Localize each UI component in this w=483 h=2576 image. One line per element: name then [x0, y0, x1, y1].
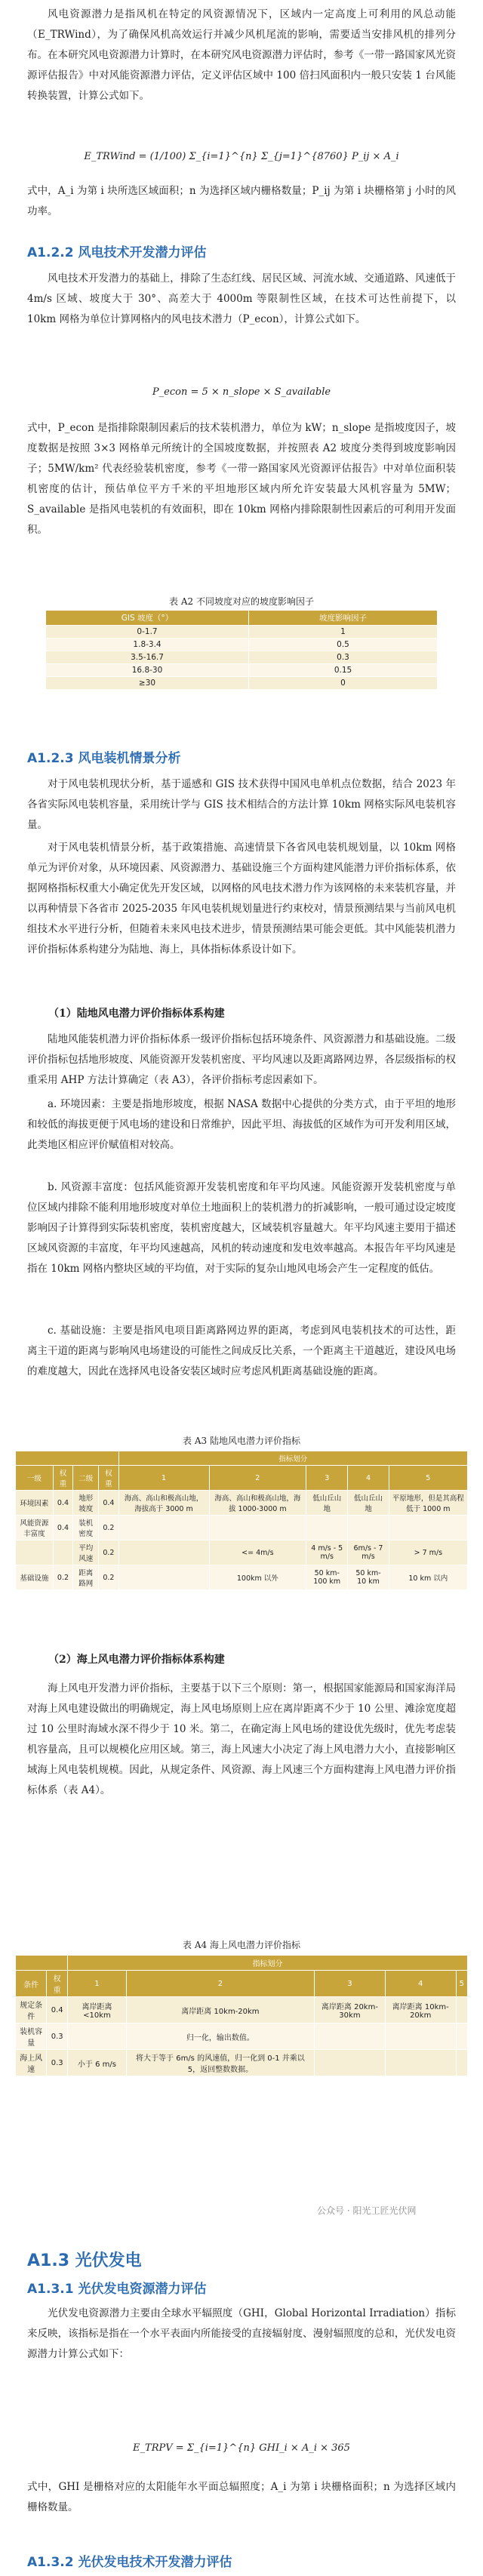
a131-formula: E_TRPV = Σ_{i=1}^{n} GHI_i × A_i × 365 [133, 2442, 350, 2454]
table-a4-header-cell: 条件 [16, 1971, 47, 1997]
table-a4 [15, 1955, 468, 2076]
table-cell: 0.15 [249, 664, 438, 677]
table-cell: 0.4 [47, 1997, 68, 2024]
section-title-a131: A1.3.1 光伏发电资源潜力评估 [27, 2282, 207, 2297]
table-a4-header-cell: 3 [315, 1971, 386, 1997]
table-a4-header-cell: 5 [456, 1971, 467, 1997]
table-cell: 0.3 [47, 2050, 68, 2076]
table-a3-header-cell: 3 [306, 1466, 348, 1491]
table-cell [385, 2050, 456, 2076]
table-cell: 装机容量 [16, 2024, 47, 2050]
a122-formula: P_econ = 5 × n_slope × S_available [152, 386, 331, 398]
table-a4-header-cell: 2 [126, 1971, 314, 1997]
table-cell [385, 2024, 456, 2050]
table-cell: 0 [249, 677, 438, 690]
table-cell: 0.2 [53, 1565, 72, 1590]
sea-paragraph-1: 海上风电开发潜力评价指标，主要基于以下三个原则：第一，根据国家能源局和国家海洋局对海上风电建设做出的明确规定，海上风电场原则上应在离岸距离不少于 10 公里、滩涂宽度超过 10 公里时海域水深不得少于 10 米。第二，在确定海上风电场的建设优先级时，优先考虑装机容量高，且可以规模化应用区域。第三，海上风速大小决定了海上风电潜力大小，直接影响区域海上风电装机规模。因此，从规定条件、风资源、海上风速三个方面构建海上风电潜力评价指标体系（表 A4）。 [27, 1682, 456, 1796]
table-cell: ≥30 [46, 677, 249, 690]
table-a3-top-header: 指标划分 [118, 1451, 467, 1466]
table-cell: 3.5-16.7 [46, 651, 249, 664]
table-a2 [45, 610, 438, 690]
table-cell [118, 1540, 209, 1565]
table-a3-caption: 表 A3 陆地风电潜力评价指标 [183, 1436, 300, 1446]
table-cell: 6m/s - 7 m/s [348, 1540, 389, 1565]
table-row [46, 677, 438, 690]
table-cell [456, 2024, 467, 2050]
table-row [16, 2024, 468, 2050]
table-a3-header-cell: 2 [209, 1466, 306, 1491]
table-cell: 归一化，输出数值。 [126, 2024, 314, 2050]
table-cell [315, 2050, 386, 2076]
table-cell: 装机密度 [73, 1516, 99, 1540]
table-cell: 风能资源丰富度 [16, 1516, 54, 1540]
table-a4-header-cell: 权重 [47, 1971, 68, 1997]
table-a3-header-cell: 权重 [99, 1466, 118, 1491]
table-a3-header-cell: 二级 [73, 1466, 99, 1491]
section-title-a123: A1.2.3 风电装机情景分析 [27, 751, 181, 766]
table-cell: <= 4m/s [209, 1540, 306, 1565]
table-a3-header-cell: 权重 [53, 1466, 72, 1491]
table-cell: 平均风速 [73, 1540, 99, 1565]
table-cell: 将大于等于 6m/s 的风速值，归一化到 0-1 并乘以 5，返回整数数据。 [126, 2050, 314, 2076]
table-cell [16, 1540, 54, 1565]
table-row [16, 1565, 468, 1590]
table-row [16, 1516, 468, 1540]
table-cell: 0.3 [47, 2024, 68, 2050]
table-a4-corner [16, 1956, 68, 1971]
table-cell: 0.2 [99, 1516, 118, 1540]
table-a2-caption: 表 A2 不同坡度对应的坡度影响因子 [169, 596, 314, 607]
table-cell: 海高、高山和极高山地，海拔高于 3000 m [118, 1491, 209, 1516]
table-a2-header-factor: 坡度影响因子 [249, 611, 438, 626]
table-cell: 0.4 [53, 1491, 72, 1516]
a123-paragraph-6: c. 基础设施：主要是指风电项目距离路网边界的距离，考虑到风电装机技术的可达性，距离主干道的距离与影响风电场建设的可能性之间成反比关系，一个距离主干道越近，建设风电场的难度越大，因此在选择风电设备安装区域时应考虑风机距离基础设施的距离。 [27, 1325, 456, 1377]
table-row [16, 1997, 468, 2024]
table-cell [118, 1516, 209, 1540]
table-cell: 1 [249, 626, 438, 639]
table-cell: 地形坡度 [73, 1491, 99, 1516]
table-cell: 基础设施 [16, 1565, 54, 1590]
table-cell: 0.4 [99, 1491, 118, 1516]
table-a3-header-cell: 1 [118, 1466, 209, 1491]
table-cell [306, 1516, 348, 1540]
table-cell: 1.8-3.4 [46, 639, 249, 651]
table-cell [209, 1516, 306, 1540]
land-subheading: （1）陆地风电潜力评价指标体系构建 [48, 1008, 225, 1020]
a123-paragraph-1: 对于风电装机现状分析，基于遥感和 GIS 技术获得中国风电单机点位数据，结合 2023 年各省实际风电装机容量，采用统计学与 GIS 技术相结合的方法计算 10km 网格实际风电装机容量。 [27, 778, 456, 831]
table-a4-header-cell: 1 [68, 1971, 127, 1997]
table-cell [118, 1565, 209, 1590]
table-cell: > 7 m/s [389, 1540, 467, 1565]
table-cell: 4 m/s - 5 m/s [306, 1540, 348, 1565]
section-title-a122: A1.2.2 风电技术开发潜力评估 [27, 245, 207, 260]
intro-formula: E_TRWind = (1/100) Σ_{i=1}^{n} Σ_{j=1}^{8760} P_ij × A_i [84, 151, 399, 162]
table-row [46, 639, 438, 651]
a122-paragraph-1: 风电技术开发潜力的基础上，排除了生态红线、居民区域、河流水域、交通道路、风速低于 4m/s 区域、坡度大于 30°、高差大于 4000m 等限制性区域，在技术可达性前提下，以 10km 网格为单位计算网格内的风电技术潜力（P_econ），计算公式如下。 [27, 272, 456, 325]
a123-paragraph-4: a. 环境因素：主要是指地形坡度，根据 NASA 数据中心提供的分类方式，由于平坦的地形和较低的海拔更便于风电场的建设和日常维护，因此平坦、海拔低的区域作为可开发利用区域，此类地区相应评价赋值相对较高。 [27, 1098, 456, 1151]
table-row [16, 1540, 468, 1565]
table-row [46, 651, 438, 664]
table-cell: 低山丘山地 [348, 1491, 389, 1516]
a123-paragraph-2: 对于风电装机情景分析，基于政策措施、高速情景下各省风电装机规划量，以 10km 网格单元为评价对象，从环境因素、风资源潜力、基础设施三个方面构建风能潜力评价指标体系，依据网格指标权重大小确定优先开发区域，以网格的风电技术潜力作为该网格的未来装机容量，并以再种情景下各省市 2025-2035 年风电装机规划量进行约束校对，情景预测结果与当前风电机组技术水平进行分析，但随着未来风电技术进步，情景预测结果可能会更低。其中风能装机潜力评价指标体系构建分为陆地、海上，具体指标体系设计如下。 [27, 842, 456, 956]
a123-paragraph-3: 陆地风能装机潜力评价指标体系一级评价指标包括环境条件、风资源潜力和基础设施。二级评价指标包括地形坡度、风能资源开发装机密度、平均风速以及距离路网边界，各层级指标的权重采用 AHP 方法计算确定（表 A3），各评价指标考虑因素如下。 [27, 1033, 456, 1086]
section-title-a13: A1.3 光伏发电 [27, 2251, 142, 2270]
table-a3-header-cell: 4 [348, 1466, 389, 1491]
table-row [16, 1491, 468, 1516]
table-cell [68, 2024, 127, 2050]
intro-paragraph-2: 式中，A_i 为第 i 块所选区域面积；n 为选择区域内栅格数量；P_ij 为第 i 块栅格第 j 小时的风功率。 [27, 185, 456, 217]
table-cell: 离岸距离 10km-20km [385, 1997, 456, 2024]
table-cell: 离岸距离 20km-30km [315, 1997, 386, 2024]
table-cell [456, 2050, 467, 2076]
table-row [46, 626, 438, 639]
table-cell: 0.3 [249, 651, 438, 664]
table-cell: 0.2 [99, 1565, 118, 1590]
table-a4-top-header: 指标划分 [68, 1956, 468, 1971]
a131-paragraph-2: 式中，GHI 是栅格对应的太阳能年水平面总辐照度；A_i 为第 i 块栅格面积；n 为选择区域内栅格数量。 [27, 2481, 456, 2513]
table-row [16, 2050, 468, 2076]
table-cell [348, 1516, 389, 1540]
section-title-a132: A1.3.2 光伏发电技术开发潜力评估 [27, 2555, 232, 2570]
table-a4-caption: 表 A4 海上风电潜力评价指标 [183, 1940, 300, 1950]
table-cell: 离岸距离 <10km [68, 1997, 127, 2024]
a122-paragraph-2: 式中，P_econ 是指排除限制因素后的技术装机潜力，单位为 kW；n_slope 是指坡度因子，坡度数据是按照 3×3 网格单元所统计的全国坡度数据，并按照表 A2 坡度分类得到坡度影响因子；5MW/km² 代表经验装机密度，参考《一带一路国家风光资源评估报告》中对单位面积装机密度的估计，预估单位平方千米的平坦地形区域内所允许安装最大风机容量为 5MW；S_available 是指风电装机的有效面积，即在 10km 网格内排除限制性因素后的可利用开发面积。 [27, 422, 456, 536]
table-cell: 海高、高山和极高山地，海拔 1000-3000 m [209, 1491, 306, 1516]
table-cell: 距离路网 [73, 1565, 99, 1590]
table-cell: 50 km-10 km [348, 1565, 389, 1590]
watermark: 公众号 · 阳光工匠光伏网 [317, 2205, 417, 2216]
table-cell: 10 km 以内 [389, 1565, 467, 1590]
table-cell [389, 1516, 467, 1540]
table-cell [456, 1997, 467, 2024]
a123-paragraph-5: b. 风资源丰富度：包括风能资源开发装机密度和年平均风速。风能资源开发装机密度与单位区域内排除不能利用地形坡度对单位土地面积上的装机潜力的折减影响，一般可通过设定坡度影响因子计算得到实际装机密度，装机密度越大，区域装机容量越大。年平均风速主要用于描述区域风资源的丰富度，年平均风速越高，风机的转动速度和发电效率越高。本报告年平均风速是指在 10km 网格内整块区域的平均值，对于实际的复杂山地风电场会产生一定程度的低估。 [27, 1181, 456, 1275]
table-cell: 海上风速 [16, 2050, 47, 2076]
table-cell [53, 1540, 72, 1565]
intro-paragraph-1: 风电资源潜力是指风机在特定的风资源情况下，区域内一定高度上可利用的风总动能（E_TRWind），为了确保风机高效运行并减少风机尾流的影响，需要适当安排风机的排列分布。在本研究风电资源潜力计算时，在本研究风电资源潜力评估时，参考《一带一路国家风光资源评估报告》中对风能资源潜力评估，定义评估区域中 100 倍扫风面积内一般只安装 1 台风能转换装置，计算公式如下。 [27, 8, 456, 102]
table-cell [315, 2024, 386, 2050]
table-cell: 环境因素 [16, 1491, 54, 1516]
table-cell: 50 km-100 km [306, 1565, 348, 1590]
table-cell: 0.5 [249, 639, 438, 651]
table-cell: 100km 以外 [209, 1565, 306, 1590]
table-a4-header-cell: 4 [385, 1971, 456, 1997]
sea-subheading: （2）海上风电潜力评价指标体系构建 [48, 1654, 225, 1666]
table-cell: 0-1.7 [46, 626, 249, 639]
table-a3-corner [16, 1451, 119, 1466]
table-cell: 规定条件 [16, 1997, 47, 2024]
table-a3-header-cell: 5 [389, 1466, 467, 1491]
table-a2-header-slope: GIS 坡度（°） [46, 611, 249, 626]
table-cell: 16.8-30 [46, 664, 249, 677]
table-cell: 低山丘山地 [306, 1491, 348, 1516]
a131-paragraph-1: 光伏发电资源潜力主要由全球水平辐照度（GHI，Global Horizontal Irradiation）指标来反映，该指标是指在一个水平表面内所能接受的直接辐射度、漫射辐照度的总和，光伏发电资源潜力计算公式如下： [27, 2307, 456, 2360]
table-cell: 离岸距离 10km-20km [126, 1997, 314, 2024]
table-a3-header-cell: 一级 [16, 1466, 54, 1491]
table-cell: 0.2 [99, 1540, 118, 1565]
table-a3 [15, 1451, 468, 1590]
table-cell: 小于 6 m/s [68, 2050, 127, 2076]
table-cell: 0.4 [53, 1516, 72, 1540]
table-cell: 平原地形，但是其高程低于 1000 m [389, 1491, 467, 1516]
table-row [46, 664, 438, 677]
